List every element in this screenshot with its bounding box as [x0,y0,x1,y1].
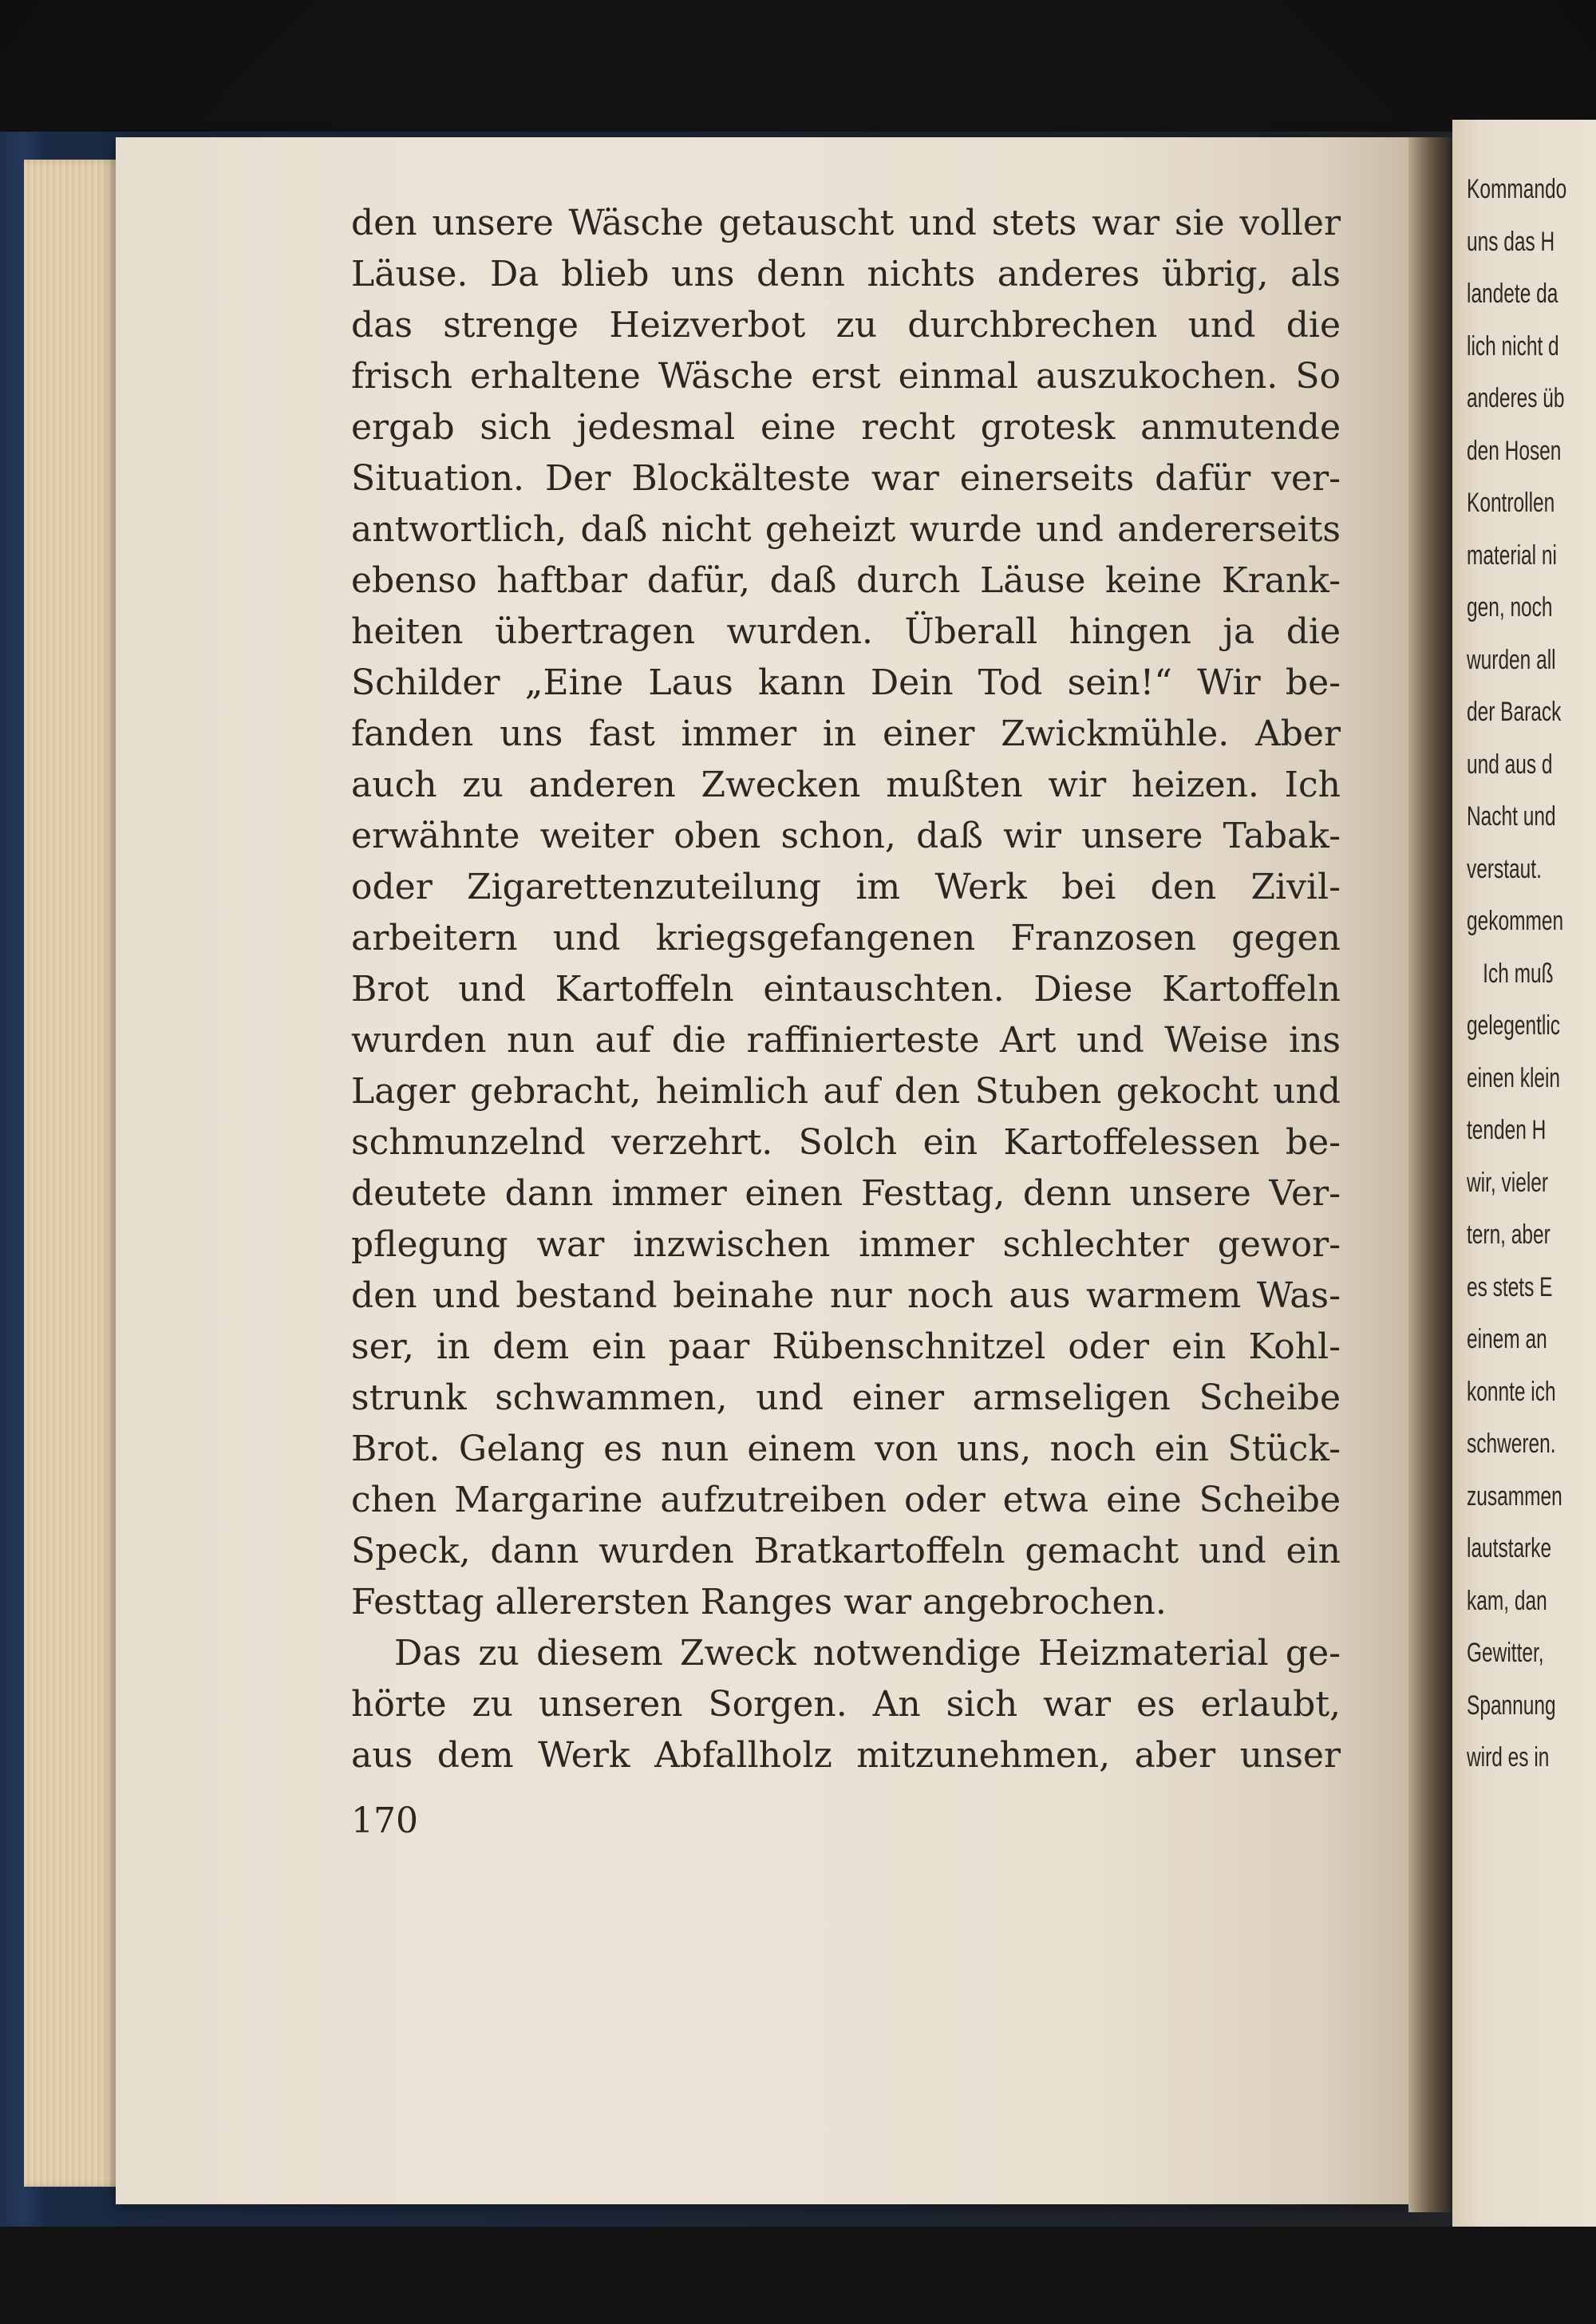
text-line: verstaut. [1467,853,1542,884]
text-line: wurden nun auf die raffinierteste Art und Weise ins [351,1020,1341,1061]
text-line: lich nicht d [1467,330,1559,362]
text-line: deutete dann immer einen Festtag, denn unsere Ver- [351,1173,1341,1214]
text-line: Spannung [1467,1690,1556,1721]
right-page-body-text [1467,164,1566,1785]
background-bottom [0,2227,1596,2324]
text-line: pflegung war inzwischen immer schlechter gewor- [351,1224,1341,1265]
text-line: einen klein [1467,1062,1561,1093]
text-line: den unsere Wäsche getauscht und stets war sie voller [351,203,1341,243]
text-line: hörte zu unseren Sorgen. An sich war es erlaubt, [351,1684,1341,1725]
text-line: Kommando [1467,174,1567,204]
text-line: schmunzelnd verzehrt. Solch ein Kartoffelessen be- [351,1122,1341,1163]
text-line: landete da [1467,279,1558,309]
text-line: aus dem Werk Abfallholz mitzunehmen, aber unser [351,1735,1341,1776]
text-line: fanden uns fast immer in einer Zwickmühle. Aber [351,713,1341,754]
text-line: Das zu diesem Zweck notwendige Heizmaterial ge- [394,1633,1341,1674]
text-line: uns das H [1467,226,1555,257]
text-line: ergab sich jedesmal eine recht grotesk anmutende [351,407,1341,448]
text-line: Speck, dann wurden Bratkartoffeln gemacht und ein [351,1531,1341,1571]
text-line: Läuse. Da blieb uns denn nichts anderes übrig, als [351,254,1341,294]
text-line: arbeitern und kriegsgefangenen Franzosen gegen [351,918,1341,958]
text-line: chen Margarine aufzutreiben oder etwa eine Scheibe [351,1480,1341,1520]
text-line: gelegentlic [1467,1010,1561,1041]
text-line: anderes üb [1467,383,1565,413]
text-line: Brot und Kartoffeln eintauschten. Diese Kartoffeln [351,969,1341,1010]
text-line: einem an [1467,1324,1547,1354]
text-line: strunk schwammen, und einer armseligen Scheibe [351,1377,1341,1418]
page-edges [24,160,120,2187]
text-line: Festtag allerersten Ranges war angebrochen. [351,1582,1167,1622]
text-line: heiten übertragen wurden. Überall hingen ja die [351,611,1341,652]
text-line: es stets E [1467,1271,1553,1302]
text-line: Situation. Der Blockälteste war einerseits dafür ver- [351,458,1341,499]
text-line: kam, dan [1467,1585,1547,1616]
text-line: das strenge Heizverbot zu durchbrechen und die [351,305,1341,346]
text-line: oder Zigarettenzuteilung im Werk bei den Zivil- [351,867,1341,907]
left-page-body-text [351,198,1341,1781]
text-line: den Hosen [1467,435,1562,466]
text-line: und aus d [1467,749,1553,780]
text-line: auch zu anderen Zwecken mußten wir heizen. Ich [351,765,1341,805]
text-line: material ni [1467,540,1557,571]
text-line: wird es in [1467,1742,1550,1773]
text-line: antwortlich, daß nicht geheizt wurde und andererseits [351,509,1341,550]
text-line: frisch erhaltene Wäsche erst einmal auszukochen. So [351,356,1341,397]
text-line: gekommen [1467,906,1564,936]
text-line: zusammen [1467,1480,1562,1512]
text-line: den und bestand beinahe nur noch aus warmem Was- [351,1275,1341,1316]
text-line: lautstarke [1467,1533,1552,1563]
text-line: tenden H [1467,1115,1547,1145]
text-line: der Barack [1467,697,1562,727]
text-line: ser, in dem ein paar Rübenschnitzel oder ein Kohl- [351,1326,1341,1367]
text-line: wir, vieler [1467,1167,1549,1198]
text-line: Kontrollen [1467,488,1555,518]
text-line: Schilder „Eine Laus kann Dein Tod sein!“ Wir be- [351,662,1341,703]
text-line: erwähnte weiter oben schon, daß wir unsere Tabak- [351,816,1341,856]
text-line: ebenso haftbar dafür, daß durch Läuse keine Krank- [351,560,1341,601]
text-line: Ich muß [1483,958,1554,989]
text-line: Nacht und [1467,801,1556,832]
book-gutter [1408,137,1452,2212]
text-line: wurden all [1467,644,1556,675]
page-number: 170 [351,1800,418,1841]
text-line: tern, aber [1467,1219,1551,1250]
text-line: gen, noch [1467,592,1553,622]
text-line: Gewitter, [1467,1638,1544,1668]
text-line: konnte ich [1467,1376,1556,1407]
text-line: Lager gebracht, heimlich auf den Stuben gekocht und [351,1071,1341,1112]
text-line: Brot. Gelang es nun einem von uns, noch ein Stück- [351,1429,1341,1469]
text-line: schweren. [1467,1429,1556,1459]
